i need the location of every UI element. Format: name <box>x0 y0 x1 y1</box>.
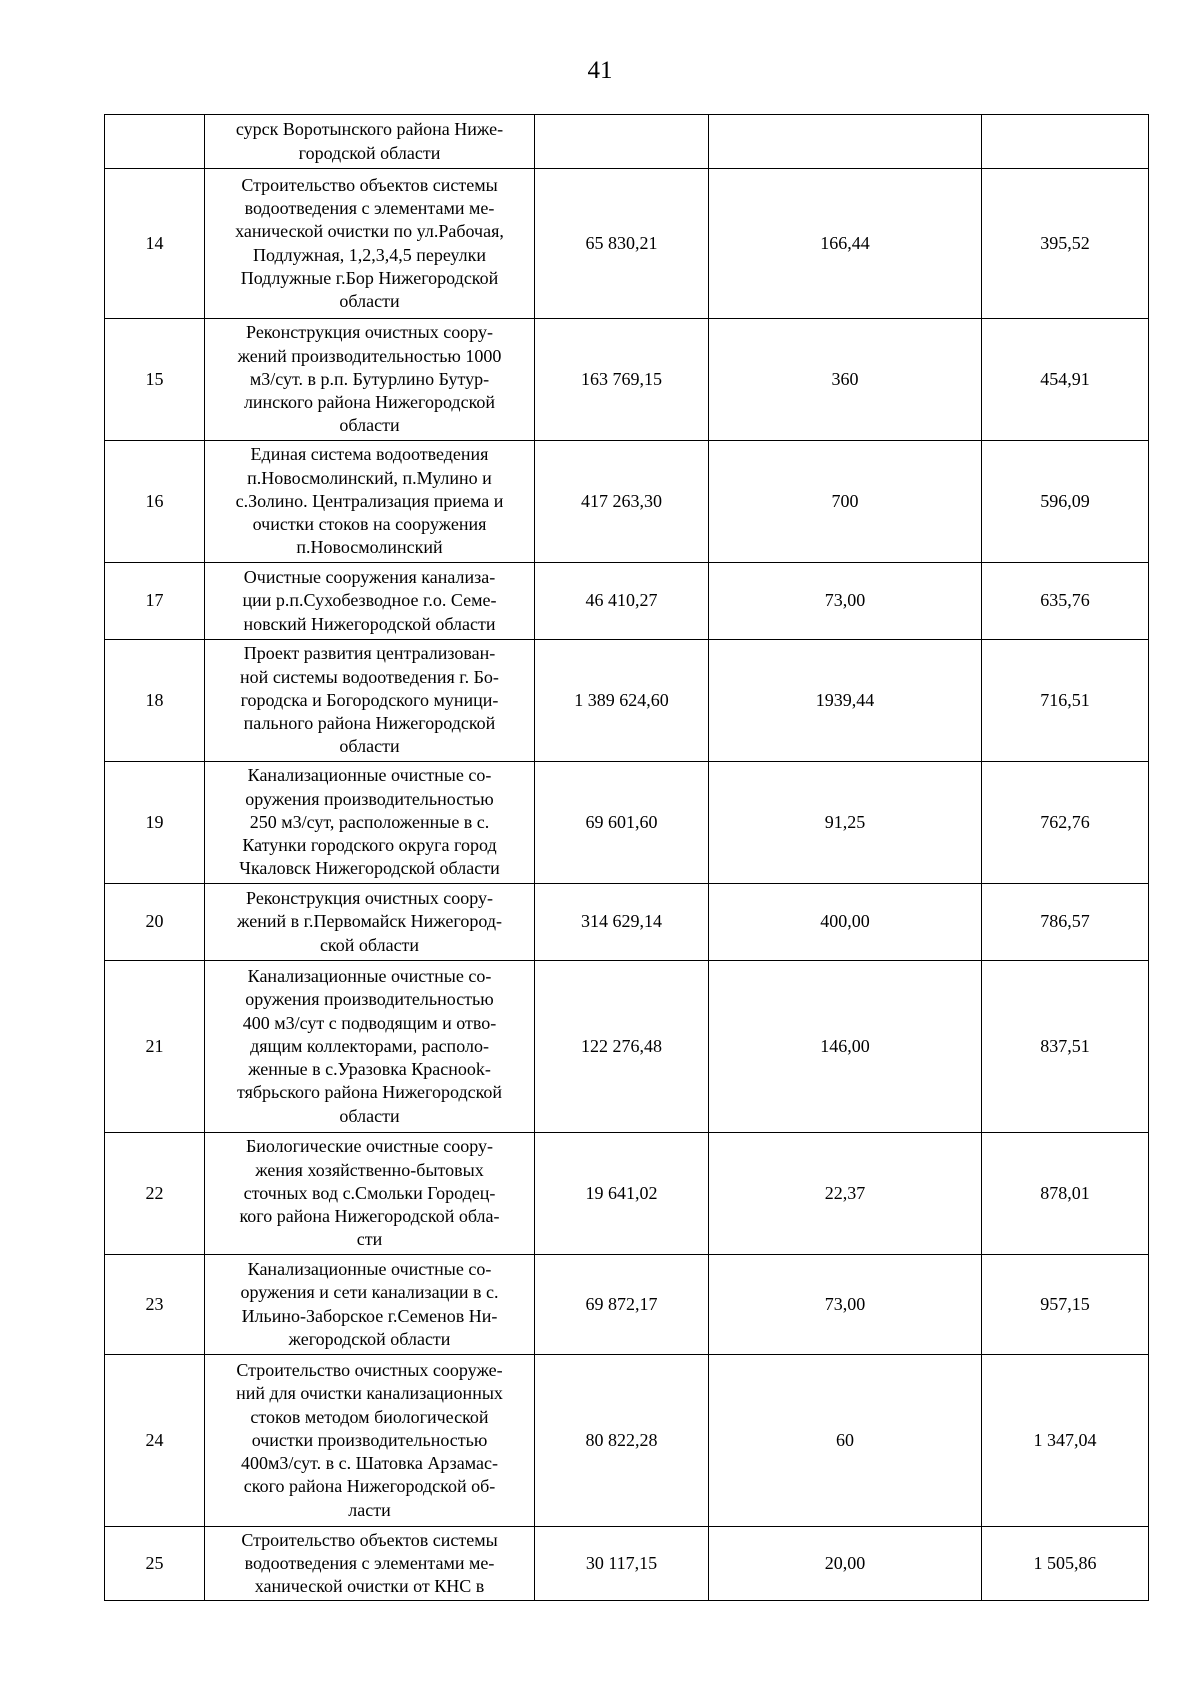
capacity-cell: 91,25 <box>709 762 982 884</box>
row-number-cell: 16 <box>105 441 205 563</box>
table-row <box>105 640 1149 762</box>
capacity-cell: 166,44 <box>709 169 982 319</box>
row-number-cell: 24 <box>105 1355 205 1527</box>
capacity-cell: 360 <box>709 319 982 441</box>
description-line: сти <box>356 1229 383 1250</box>
capacity-cell: 60 <box>709 1355 982 1527</box>
capacity-cell: 73,00 <box>709 1255 982 1355</box>
description-line: оружения производительностью <box>245 989 494 1010</box>
table-row <box>105 1255 1149 1355</box>
description-line: ханической очистки по ул.Рабочая, <box>235 221 504 242</box>
row-number-cell: 21 <box>105 961 205 1133</box>
facilities-table <box>104 114 1149 1601</box>
row-number-cell: 19 <box>105 762 205 884</box>
description-line: Канализационные очистные со- <box>247 765 492 786</box>
capacity-cell <box>709 115 982 169</box>
description-line: оружения производительностью <box>245 788 494 809</box>
row-number-cell <box>105 115 205 169</box>
description-cell <box>205 640 535 762</box>
description-line: сурск Воротынского района Ниже- <box>235 119 504 140</box>
table-row <box>105 762 1149 884</box>
description-line: 400м3/сут. в с. Шатовка Арзамас- <box>241 1453 498 1474</box>
table-row <box>105 169 1149 319</box>
description-line: городской области <box>298 142 441 163</box>
description-line: оружения и сети канализации в с. <box>240 1282 499 1303</box>
description-cell <box>205 115 535 169</box>
row-number-cell: 25 <box>105 1527 205 1601</box>
page-number: 41 <box>587 57 613 84</box>
table-row <box>105 961 1149 1133</box>
cost-cell: 65 830,21 <box>535 169 709 319</box>
description-line: Единая система водоотведения <box>250 444 489 465</box>
cost-cell: 46 410,27 <box>535 563 709 640</box>
description-line: ласти <box>348 1499 391 1520</box>
row-number-cell: 20 <box>105 884 205 961</box>
capacity-cell: 22,37 <box>709 1133 982 1255</box>
specific-cost-cell: 1 505,86 <box>982 1527 1149 1601</box>
cost-cell: 122 276,48 <box>535 961 709 1133</box>
cost-cell: 19 641,02 <box>535 1133 709 1255</box>
description-line: жений производительностью 1000 <box>237 345 502 366</box>
row-number-cell: 22 <box>105 1133 205 1255</box>
specific-cost-cell: 596,09 <box>982 441 1149 563</box>
description-line: стоков методом биологической <box>250 1406 489 1427</box>
capacity-cell: 73,00 <box>709 563 982 640</box>
description-line: новский Нижегородской области <box>243 613 496 634</box>
description-line: Очистные сооружения канализа- <box>243 567 496 588</box>
cost-cell: 69 601,60 <box>535 762 709 884</box>
description-line: линского района Нижегородской <box>243 392 496 413</box>
description-cell <box>205 884 535 961</box>
table-row <box>105 115 1149 169</box>
description-line: сточных вод с.Смольки Городец- <box>243 1182 496 1203</box>
table-row <box>105 884 1149 961</box>
description-line: Подлужная, 1,2,3,4,5 переулки <box>253 244 486 265</box>
description-line: ции р.п.Сухобезводное г.о. Семе- <box>242 590 497 611</box>
description-line: Ильино-Заборское г.Семенов Ни- <box>241 1305 498 1326</box>
cost-cell: 1 389 624,60 <box>535 640 709 762</box>
row-number-cell: 15 <box>105 319 205 441</box>
description-line: ской области <box>319 934 420 955</box>
description-line: п.Новосмолинский, п.Мулино и <box>247 467 492 488</box>
cost-cell: 69 872,17 <box>535 1255 709 1355</box>
cost-cell: 80 822,28 <box>535 1355 709 1527</box>
description-line: с.Золино. Централизация приема и <box>235 490 504 511</box>
row-number-cell: 23 <box>105 1255 205 1355</box>
table-body <box>105 115 1149 1601</box>
description-line: п.Новосмолинский <box>296 537 443 558</box>
description-line: очистки производительностью <box>251 1429 488 1450</box>
description-cell <box>205 169 535 319</box>
description-line: м3/сут. в р.п. Бутурлино Бутур- <box>249 368 490 389</box>
description-cell <box>205 1133 535 1255</box>
description-line: Биологические очистные соору- <box>245 1136 494 1157</box>
description-line: жения хозяйственно-бытовых <box>255 1159 484 1180</box>
table-row <box>105 1527 1149 1601</box>
description-line: области <box>339 415 400 436</box>
description-line: Строительство объектов системы <box>241 1529 498 1550</box>
specific-cost-cell: 762,76 <box>982 762 1149 884</box>
description-line: ний для очистки канализационных <box>236 1383 503 1404</box>
description-line: пального района Нижегородской <box>243 713 496 734</box>
row-number-cell: 14 <box>105 169 205 319</box>
description-line: Подлужные г.Бор Нижегородской <box>240 267 499 288</box>
description-line: женные в с.Уразовка Краснook- <box>248 1059 491 1080</box>
cost-cell <box>535 115 709 169</box>
capacity-cell: 146,00 <box>709 961 982 1133</box>
row-number-cell: 18 <box>105 640 205 762</box>
description-line: Катунки городского округа город <box>242 835 497 856</box>
description-line: Проект развития централизован- <box>243 643 496 664</box>
capacity-cell: 700 <box>709 441 982 563</box>
description-line: очистки стоков на сооружения <box>252 514 487 535</box>
capacity-cell: 20,00 <box>709 1527 982 1601</box>
specific-cost-cell: 786,57 <box>982 884 1149 961</box>
table-row <box>105 563 1149 640</box>
description-line: Реконструкция очистных соору- <box>246 322 493 343</box>
description-cell <box>205 1527 535 1601</box>
cost-cell: 314 629,14 <box>535 884 709 961</box>
table-row <box>105 1133 1149 1255</box>
description-line: водоотведения с элементами ме- <box>244 197 495 218</box>
specific-cost-cell: 395,52 <box>982 169 1149 319</box>
description-cell <box>205 441 535 563</box>
description-line: Чкаловск Нижегородской области <box>239 858 500 879</box>
description-line: Реконструкция очистных соору- <box>246 888 493 909</box>
specific-cost-cell: 878,01 <box>982 1133 1149 1255</box>
description-line: городска и Богородского муници- <box>240 689 499 710</box>
cost-cell: 417 263,30 <box>535 441 709 563</box>
description-cell <box>205 563 535 640</box>
specific-cost-cell: 837,51 <box>982 961 1149 1133</box>
specific-cost-cell: 716,51 <box>982 640 1149 762</box>
description-line: ханической очистки от КНС в <box>254 1576 485 1597</box>
description-line: Канализационные очистные со- <box>247 965 492 986</box>
specific-cost-cell: 1 347,04 <box>982 1355 1149 1527</box>
description-line: Канализационные очистные со- <box>247 1258 492 1279</box>
cost-cell: 163 769,15 <box>535 319 709 441</box>
cost-cell: 30 117,15 <box>535 1527 709 1601</box>
table-row <box>105 319 1149 441</box>
table-row <box>105 441 1149 563</box>
description-line: Строительство очистных сооруже- <box>236 1359 503 1380</box>
description-line: ского района Нижегородской об- <box>243 1476 496 1497</box>
specific-cost-cell <box>982 115 1149 169</box>
capacity-cell: 1939,44 <box>709 640 982 762</box>
description-cell <box>205 1355 535 1527</box>
description-line: кого района Нижегородской обла- <box>239 1206 500 1227</box>
description-line: водоотведения с элементами ме- <box>244 1552 495 1573</box>
description-line: жений в г.Первомайск Нижегород- <box>237 911 502 932</box>
specific-cost-cell: 454,91 <box>982 319 1149 441</box>
specific-cost-cell: 635,76 <box>982 563 1149 640</box>
description-line: Строительство объектов системы <box>241 174 498 195</box>
specific-cost-cell: 957,15 <box>982 1255 1149 1355</box>
row-number-cell: 17 <box>105 563 205 640</box>
description-line: 400 м3/сут с подводящим и отво- <box>242 1012 497 1033</box>
description-line: жегородской области <box>288 1328 451 1349</box>
description-line: дящим коллекторами, располо- <box>250 1035 489 1056</box>
capacity-cell: 400,00 <box>709 884 982 961</box>
description-line: области <box>339 1105 400 1126</box>
description-cell <box>205 319 535 441</box>
description-line: 250 м3/сут, расположенные в с. <box>249 811 490 832</box>
description-cell <box>205 762 535 884</box>
description-line: области <box>339 291 400 312</box>
description-line: области <box>339 736 400 757</box>
description-line: ной системы водоотведения г. Бо- <box>240 666 499 687</box>
table-row <box>105 1355 1149 1527</box>
description-cell <box>205 961 535 1133</box>
description-line: тябрьского района Нижегородской <box>236 1082 503 1103</box>
description-cell <box>205 1255 535 1355</box>
